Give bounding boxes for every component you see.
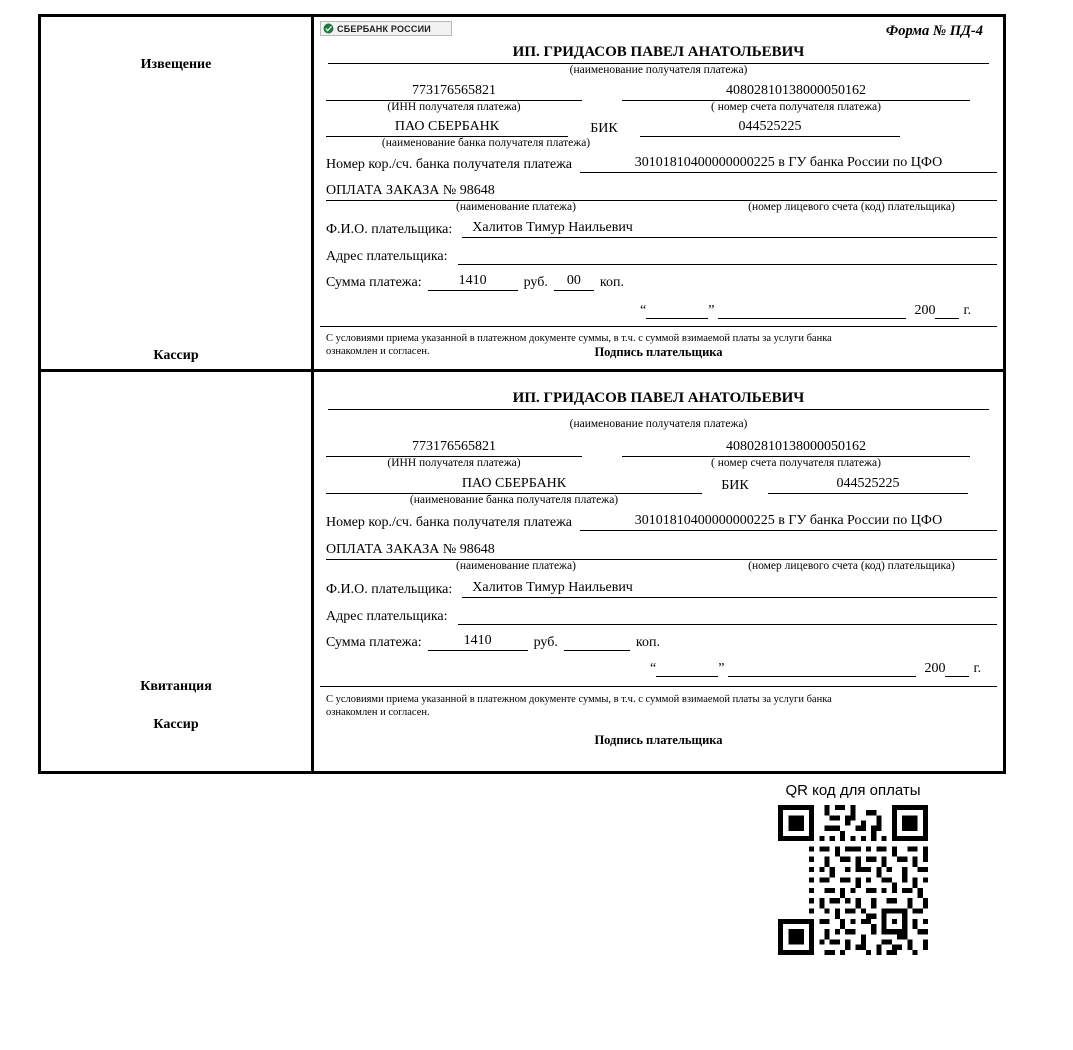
date-row xyxy=(320,303,997,319)
address-value xyxy=(458,246,997,265)
receipt-right-column xyxy=(314,372,1003,771)
personal-account-field xyxy=(706,181,997,201)
bank-caption: (наименование банка получателя платежа) xyxy=(381,137,591,149)
bank-caption-row xyxy=(320,137,997,149)
receipt-section xyxy=(41,369,1003,771)
bank-name-value: ПАО СБЕРБАНК xyxy=(326,119,568,137)
receipt-personal-account-field xyxy=(706,540,997,560)
receipt-personal-account-caption: (номер лицевого счета (код) плательщика) xyxy=(748,560,955,572)
notice-side-label: Извещение xyxy=(140,57,212,72)
rub-word: руб. xyxy=(523,275,548,290)
inn-value: 773176565821 xyxy=(326,83,582,101)
receipt-rub-word: руб. xyxy=(533,635,558,650)
corr-account-row xyxy=(320,155,997,173)
receipt-account-value: 40802810138000050162 xyxy=(622,439,970,457)
account-caption: ( номер счета получателя платежа) xyxy=(711,101,881,113)
receipt-payer-value: Халитов Тимур Наильевич xyxy=(462,580,997,598)
receipt-purpose-caption: (наименование платежа) xyxy=(456,560,576,572)
receipt-payer-label: Ф.И.О. плательщика: xyxy=(326,582,453,597)
receipt-cashier-label: Кассир xyxy=(153,717,199,732)
receipt-recipient-name: ИП. ГРИДАСОВ ПАВЕЛ АНАТОЛЬЕВИЧ xyxy=(328,390,989,410)
receipt-kop-word: коп. xyxy=(635,635,660,650)
notice-left-column xyxy=(41,17,314,369)
notice-right-column xyxy=(314,17,1003,369)
sberbank-logo-icon xyxy=(323,23,334,34)
purpose-value: ОПЛАТА ЗАКАЗА № 98648 xyxy=(326,183,706,201)
sum-label: Сумма платежа: xyxy=(326,275,422,290)
receipt-date-year-prefix: 200 xyxy=(924,661,946,676)
receipt-payer-row xyxy=(320,580,997,598)
qr-code-block xyxy=(718,782,988,955)
receipt-date-g-word: г. xyxy=(973,661,982,676)
payer-label: Ф.И.О. плательщика: xyxy=(326,222,453,237)
corr-account-value: 30101810400000000225 в ГУ банка России по ЦФО xyxy=(580,155,997,173)
receipt-corr-account-row xyxy=(320,513,997,531)
inn-account-caption-row xyxy=(320,101,997,113)
purpose-row xyxy=(320,181,997,201)
notice-section xyxy=(41,17,1003,369)
address-label: Адрес плательщика: xyxy=(326,249,448,264)
receipt-date-month-field xyxy=(728,661,916,677)
receipt-date-quote-open: “ xyxy=(650,661,657,676)
date-g-word: г. xyxy=(963,303,972,318)
date-quote-close: ” xyxy=(708,303,715,318)
sberbank-logo-text: СБЕРБАНК РОССИИ xyxy=(337,23,431,34)
qr-code-image xyxy=(778,805,928,955)
receipt-date-year-field xyxy=(945,661,969,677)
receipt-corr-account-value: 30101810400000000225 в ГУ банка России по ЦФО xyxy=(580,513,997,531)
receipt-inn-caption: (ИНН получателя платежа) xyxy=(387,457,521,469)
sum-kop-value: 00 xyxy=(554,273,594,291)
receipt-terms-line-1: С условиями приема указанной в платежном документе суммы, в т.ч. с суммой взимаемой платы за услуги банка xyxy=(326,694,832,705)
receipt-account-caption: ( номер счета получателя платежа) xyxy=(711,457,881,469)
sum-row xyxy=(320,273,997,291)
receipt-side-label: Квитанция xyxy=(140,679,212,694)
receipt-sum-rub-value: 1410 xyxy=(428,633,528,651)
receipt-sum-label: Сумма платежа: xyxy=(326,635,422,650)
receipt-purpose-caption-row xyxy=(320,560,997,572)
notice-cashier-label: Кассир xyxy=(153,348,199,363)
qr-code-title: QR код для оплаты xyxy=(785,782,921,799)
receipt-address-value xyxy=(458,606,997,625)
receipt-bank-bik-row xyxy=(320,476,997,494)
sum-rub-value: 1410 xyxy=(428,273,518,291)
terms-line-2: ознакомлен и согласен. xyxy=(326,346,430,358)
recipient-caption: (наименование получателя платежа) xyxy=(569,64,748,76)
address-row xyxy=(320,246,997,265)
date-quote-open: “ xyxy=(640,303,647,318)
bik-label: БИК xyxy=(590,121,618,136)
receipt-purpose-value: ОПЛАТА ЗАКАЗА № 98648 xyxy=(326,542,706,560)
receipt-bik-value: 044525225 xyxy=(768,476,968,494)
terms-line-1: С условиями приема указанной в платежном документе суммы, в т.ч. с суммой взимаемой платы за услуги банка xyxy=(326,333,832,344)
bank-bik-row xyxy=(320,119,997,137)
receipt-date-day-field xyxy=(656,661,718,677)
receipt-address-row xyxy=(320,606,997,625)
receipt-bank-name-value: ПАО СБЕРБАНК xyxy=(326,476,702,494)
receipt-divider-line xyxy=(320,685,997,687)
receipt-corr-account-label: Номер кор./сч. банка получателя платежа xyxy=(326,515,572,530)
payment-form xyxy=(38,14,1006,774)
payer-row xyxy=(320,220,997,238)
date-day-field xyxy=(646,303,708,319)
receipt-sum-row xyxy=(320,633,997,651)
payer-value: Халитов Тимур Наильевич xyxy=(462,220,997,238)
signature-label: Подпись плательщика xyxy=(594,345,723,360)
receipt-sum-kop-value xyxy=(564,649,630,651)
inn-account-row xyxy=(320,83,997,101)
receipt-address-label: Адрес плательщика: xyxy=(326,609,448,624)
account-value: 40802810138000050162 xyxy=(622,83,970,101)
purpose-caption: (наименование платежа) xyxy=(456,201,576,213)
bik-value: 044525225 xyxy=(640,119,900,137)
sberbank-logo xyxy=(320,21,452,36)
receipt-bank-caption-row xyxy=(320,494,997,506)
recipient-name: ИП. ГРИДАСОВ ПАВЕЛ АНАТОЛЬЕВИЧ xyxy=(328,44,989,64)
receipt-date-quote-close: ” xyxy=(718,661,725,676)
receipt-signature-label: Подпись плательщика xyxy=(594,733,723,748)
receipt-date-row xyxy=(320,661,997,677)
qr-code-icon xyxy=(778,805,928,955)
receipt-bik-label: БИК xyxy=(721,478,749,493)
notice-header-row xyxy=(320,21,997,40)
kop-word: коп. xyxy=(599,275,624,290)
receipt-bank-caption: (наименование банка получателя платежа) xyxy=(409,494,619,506)
inn-caption: (ИНН получателя платежа) xyxy=(387,101,521,113)
date-year-prefix: 200 xyxy=(914,303,936,318)
receipt-purpose-row xyxy=(320,540,997,560)
receipt-recipient-caption: (наименование получателя платежа) xyxy=(569,418,748,430)
date-month-field xyxy=(718,303,906,319)
receipt-inn-account-caption-row xyxy=(320,457,997,469)
date-year-field xyxy=(935,303,959,319)
receipt-left-column xyxy=(41,372,314,771)
form-number: Форма № ПД-4 xyxy=(885,23,983,39)
corr-account-label: Номер кор./сч. банка получателя платежа xyxy=(326,157,572,172)
personal-account-caption: (номер лицевого счета (код) плательщика) xyxy=(748,201,955,213)
receipt-terms-line-2: ознакомлен и согласен. xyxy=(326,707,430,719)
purpose-caption-row xyxy=(320,201,997,213)
receipt-inn-value: 773176565821 xyxy=(326,439,582,457)
receipt-inn-account-row xyxy=(320,439,997,457)
divider-line xyxy=(320,325,997,327)
